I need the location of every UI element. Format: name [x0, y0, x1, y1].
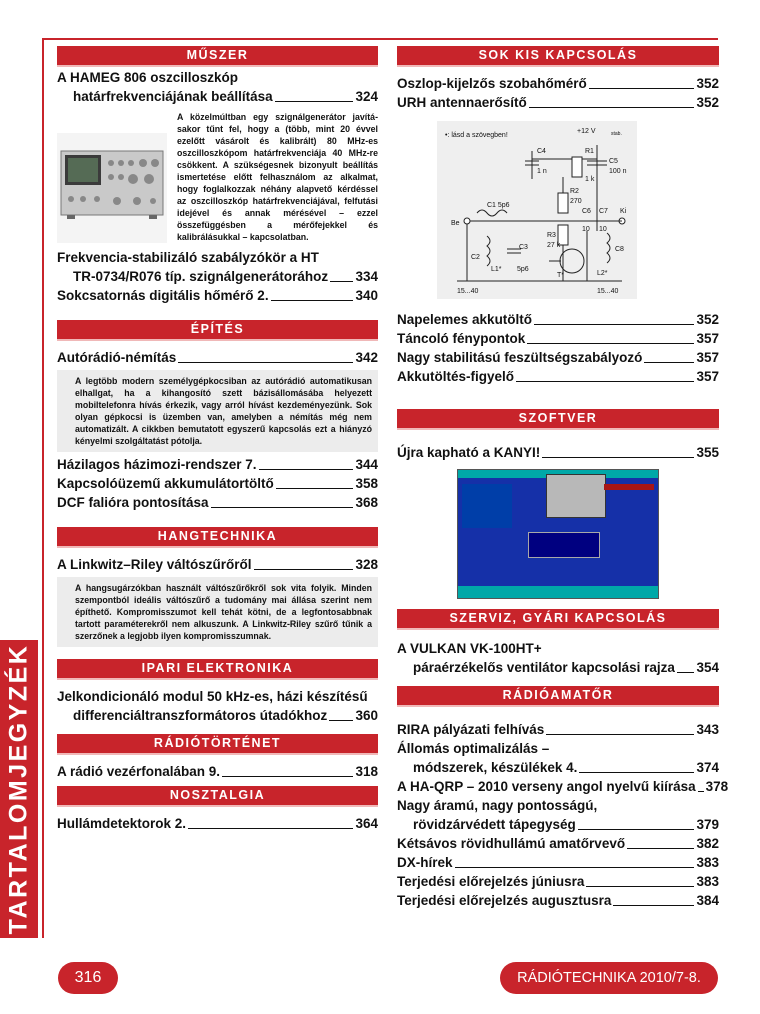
- toc-entry[interactable]: [397, 659, 719, 676]
- entry-title: DX-hírek: [397, 855, 453, 870]
- schematic-label: R3: [547, 232, 556, 239]
- leader-line: [529, 107, 695, 108]
- schematic-label: C2: [471, 254, 480, 261]
- entry-title: A VULKAN VK-100HT+: [397, 641, 542, 656]
- entry-title: Napelemes akkutöltő: [397, 312, 533, 327]
- page-number: 382: [696, 836, 719, 851]
- schematic-label: C7: [599, 208, 608, 215]
- article-abstract: A legtöbb modern személygépkocsiban az autórádió automatikusan elhallgat, ha a kihangosító szett bázisállomásába helyezett mobiltelefonra hívás érkezik, vagy arról hívást kezdeményezünk. Sok olyan gépkocsi is üzemben van, amelyben a némítás még nem automatizált. A cikkben bemutatott egyszerű kapcsolás ezt a hiányzó kényelmi szolgáltatást pótolja.: [57, 370, 378, 452]
- toc-entry[interactable]: [397, 873, 719, 890]
- page-number: 352: [696, 312, 719, 327]
- toc-entry[interactable]: [397, 854, 719, 871]
- section-header-ipari-elektronika: IPARI ELEKTRONIKA: [57, 659, 378, 680]
- leader-line: [627, 848, 694, 849]
- schematic-label: 27 k: [547, 242, 561, 249]
- leader-line: [578, 829, 695, 830]
- section-header-hangtechnika: HANGTECHNIKA: [57, 527, 378, 548]
- leader-line: [330, 281, 353, 282]
- leader-line: [276, 488, 354, 489]
- entry-title: Táncoló fénypontok: [397, 331, 526, 346]
- article-abstract: A közelmúltban egy szignálgenerátor javításakor tűnt fel, hogy a (több, mint 20 évvel ezelőtt vásárolt és kalibrált) 80 MHz-es oszcilloszkópom határfrekvenciája 40 MHz-re csökkent. A szükségesnek bizonyult beállítás ismertetése előtt felhasználom az alkalmat, hogy foglalkozzak néhány alapvető kérdéssel az oszcilloszkóp határfrekvenciájával, felfutási idejével és annak mérésével – ezzel összefüggésben a mérőfejekkel és kalibrálásukkal – kapcsolatban.: [177, 112, 378, 242]
- toc-entry[interactable]: [397, 892, 719, 909]
- page-number: 379: [696, 817, 719, 832]
- schematic-label: 5p6: [517, 266, 529, 273]
- leader-line: [527, 343, 694, 344]
- section-header-epites: ÉPÍTÉS: [57, 320, 378, 341]
- toc-entry[interactable]: [57, 88, 378, 105]
- toc-entry[interactable]: [57, 349, 378, 366]
- right-column: [397, 46, 729, 911]
- entry-title: A Linkwitz–Riley váltószűrőről: [57, 557, 252, 572]
- entry-title: RIRA pályázati felhívás: [397, 722, 545, 737]
- entry-title: Frekvencia-stabilizáló szabályzókör a HT: [57, 250, 319, 265]
- page-number: 354: [696, 660, 719, 675]
- toc-entry[interactable]: [397, 368, 719, 385]
- toc-entry[interactable]: [57, 763, 378, 780]
- schematic-figure: [437, 121, 637, 299]
- section-header-szerviz: SZERVIZ, GYÁRI KAPCSOLÁS: [397, 609, 719, 630]
- schematic-label: 100 n: [609, 168, 627, 175]
- entry-title: Újra kapható a KANYI!: [397, 445, 541, 460]
- toc-entry[interactable]: [397, 94, 719, 111]
- toc-entry[interactable]: [397, 444, 719, 461]
- entry-title: Kapcsolóüzemű akkumulátortöltő: [57, 476, 274, 491]
- schematic-label: C8: [615, 246, 624, 253]
- schematic-label: 1 n: [537, 168, 547, 175]
- leader-line: [254, 569, 354, 570]
- entry-title: Házilagos házimozi-rendszer 7.: [57, 457, 257, 472]
- page-number: 344: [355, 457, 378, 472]
- entry-title: A HA-QRP – 2010 verseny angol nyelvű kiírása: [397, 779, 696, 794]
- toc-entry[interactable]: [397, 816, 719, 833]
- left-rule: [42, 38, 44, 938]
- magazine-badge: RÁDIÓTECHNIKA 2010/7-8.: [500, 962, 718, 994]
- toc-entry[interactable]: [397, 759, 719, 776]
- leader-line: [259, 469, 354, 470]
- leader-line: [211, 507, 354, 508]
- entry-title: Nagy stabilitású feszültségszabályozó: [397, 350, 643, 365]
- page-number: 364: [355, 816, 378, 831]
- page-number: 318: [355, 764, 378, 779]
- antenna-amplifier-schematic: [437, 121, 637, 299]
- toc-entry[interactable]: [397, 311, 719, 328]
- section-header-nosztalgia: NOSZTALGIA: [57, 786, 378, 807]
- section-header-radioamator: RÁDIÓAMATŐR: [397, 686, 719, 707]
- schematic-label: +12 V: [577, 128, 596, 135]
- entry-title: páraérzékelős ventilátor kapcsolási rajza: [413, 660, 675, 675]
- schematic-label: 10: [582, 226, 590, 233]
- entry-title: differenciáltranszformátoros útadókhoz: [73, 708, 328, 723]
- entry-title: Akkutöltés-figyelő: [397, 369, 515, 384]
- page-number: 328: [355, 557, 378, 572]
- schematic-label: Be: [451, 220, 460, 227]
- leader-line: [542, 457, 694, 458]
- page-number: 340: [355, 288, 378, 303]
- toc-entry[interactable]: [57, 815, 378, 832]
- schematic-label: L2*: [597, 270, 608, 277]
- section-header-radiotortenet: RÁDIÓTÖRTÉNET: [57, 734, 378, 755]
- page-number: 378: [705, 779, 729, 794]
- schematic-label: 15...40: [457, 288, 479, 295]
- entry-title: Sokcsatornás digitális hőmérő 2.: [57, 288, 269, 303]
- section-header-muszer: MŰSZER: [57, 46, 378, 67]
- leader-line: [516, 381, 694, 382]
- schematic-label: R1: [585, 148, 594, 155]
- software-screenshot: [457, 469, 659, 599]
- page-number: 383: [696, 874, 719, 889]
- leader-line: [546, 734, 694, 735]
- leader-line: [586, 886, 694, 887]
- entry-title: A rádió vezérfonalában 9.: [57, 764, 221, 779]
- page-number: 384: [696, 893, 719, 908]
- toc-entry[interactable]: [397, 721, 719, 738]
- toc-entry[interactable]: [397, 835, 719, 852]
- page-number: 360: [355, 708, 378, 723]
- entry-title: DCF falióra pontosítása: [57, 495, 209, 510]
- page-number: 324: [355, 89, 378, 104]
- leader-line: [188, 828, 353, 829]
- entry-title: Nagy áramú, nagy pontosságú,: [397, 798, 598, 813]
- schematic-label: C1 5p6: [487, 202, 510, 209]
- sidebar: [0, 640, 38, 938]
- toc-entry[interactable]: [57, 268, 378, 285]
- page-number-badge: 316: [58, 962, 118, 994]
- article-preview: [57, 111, 378, 243]
- toc-entry[interactable]: [397, 75, 719, 92]
- page-number: 352: [696, 76, 719, 91]
- entry-title: Hullámdetektorok 2.: [57, 816, 187, 831]
- schematic-note: •: lásd a szövegben!: [445, 132, 508, 139]
- left-column: [57, 46, 378, 834]
- section-header-sok-kis-kapcsolas: SOK KIS KAPCSOLÁS: [397, 46, 719, 67]
- toc-entry[interactable]: [397, 778, 729, 795]
- schematic-label: 270: [570, 198, 582, 205]
- leader-line: [613, 905, 694, 906]
- leader-line: [579, 772, 694, 773]
- leader-line: [534, 324, 694, 325]
- schematic-label: C3: [519, 244, 528, 251]
- leader-line: [455, 867, 695, 868]
- article-abstract: A hangsugárzókban használt váltószűrőkről sok vita folyik. Minden szempontból ideális váltószűrő a tudomány mai állása szerint nem építhető. Kompromisszumot kell tehát kötni, de a legfontosabbnak tartott paraméterekről nem alkuszunk. A Linkwitz-Riley szűrő tűnik a szerzőnek a legjobb ilyen kompromisszumnak.: [57, 577, 378, 647]
- page-number: 357: [696, 369, 719, 384]
- entry-title: Autórádió-némítás: [57, 350, 177, 365]
- page-number: 334: [355, 269, 378, 284]
- toc-entry[interactable]: [397, 330, 719, 347]
- entry-title: Állomás optimalizálás –: [397, 741, 550, 756]
- entry-title: Oszlop-kijelzős szobahőmérő: [397, 76, 587, 91]
- schematic-label: C5: [609, 158, 618, 165]
- page-number: 352: [696, 95, 719, 110]
- page-number: 374: [696, 760, 719, 775]
- leader-line: [271, 300, 354, 301]
- page-number: 383: [696, 855, 719, 870]
- toc-entry[interactable]: [57, 494, 378, 511]
- leader-line: [178, 362, 353, 363]
- schematic-label: 1 k: [585, 176, 595, 183]
- toc-entry[interactable]: [57, 456, 378, 473]
- schematic-label: C6: [582, 208, 591, 215]
- entry-title: Jelkondicionáló modul 50 kHz-es, házi készítésű: [57, 689, 368, 704]
- leader-line: [677, 672, 695, 673]
- entry-title: rövidzárvédett tápegység: [413, 817, 576, 832]
- leader-line: [222, 776, 353, 777]
- schematic-label: Ki: [620, 208, 627, 215]
- schematic-label: 10: [599, 226, 607, 233]
- entry-title: határfrekvenciájának beállítása: [73, 89, 273, 104]
- entry-title: módszerek, készülékek 4.: [413, 760, 578, 775]
- page-number: 355: [696, 445, 719, 460]
- schematic-label: T*: [557, 272, 564, 279]
- toc-entry[interactable]: [397, 349, 719, 366]
- entry-title: A HAMEG 806 oszcilloszkóp: [57, 70, 239, 85]
- leader-line: [698, 791, 704, 792]
- schematic-label: L1*: [491, 266, 502, 273]
- entry-title: URH antennaerősítő: [397, 95, 527, 110]
- leader-line: [644, 362, 694, 363]
- entry-title: Kétsávos rövidhullámú amatőrvevő: [397, 836, 626, 851]
- top-rule: [42, 38, 718, 40]
- schematic-label: stab.: [611, 131, 622, 137]
- toc-entry[interactable]: [57, 556, 378, 573]
- section-header-szoftver: SZOFTVER: [397, 409, 719, 430]
- leader-line: [329, 720, 353, 721]
- schematic-label: 15...40: [597, 288, 619, 295]
- leader-line: [589, 88, 695, 89]
- schematic-label: C4: [537, 148, 546, 155]
- page-number: 357: [696, 331, 719, 346]
- page-number: 358: [355, 476, 378, 491]
- toc-entry[interactable]: [57, 475, 378, 492]
- entry-title: Terjedési előrejelzés júniusra: [397, 874, 585, 889]
- toc-entry[interactable]: [57, 287, 378, 304]
- page-number: 342: [355, 350, 378, 365]
- entry-title: Terjedési előrejelzés augusztusra: [397, 893, 612, 908]
- oscilloscope-photo: [57, 133, 167, 243]
- leader-line: [275, 101, 354, 102]
- page-number: 357: [696, 350, 719, 365]
- sidebar-label: TARTALOMJEGYZÉK: [4, 643, 33, 935]
- page-number: 368: [355, 495, 378, 510]
- page-number: 343: [696, 722, 719, 737]
- schematic-label: R2: [570, 188, 579, 195]
- toc-entry[interactable]: [57, 707, 378, 724]
- entry-title: TR-0734/R076 típ. szignálgenerátorához: [73, 269, 329, 284]
